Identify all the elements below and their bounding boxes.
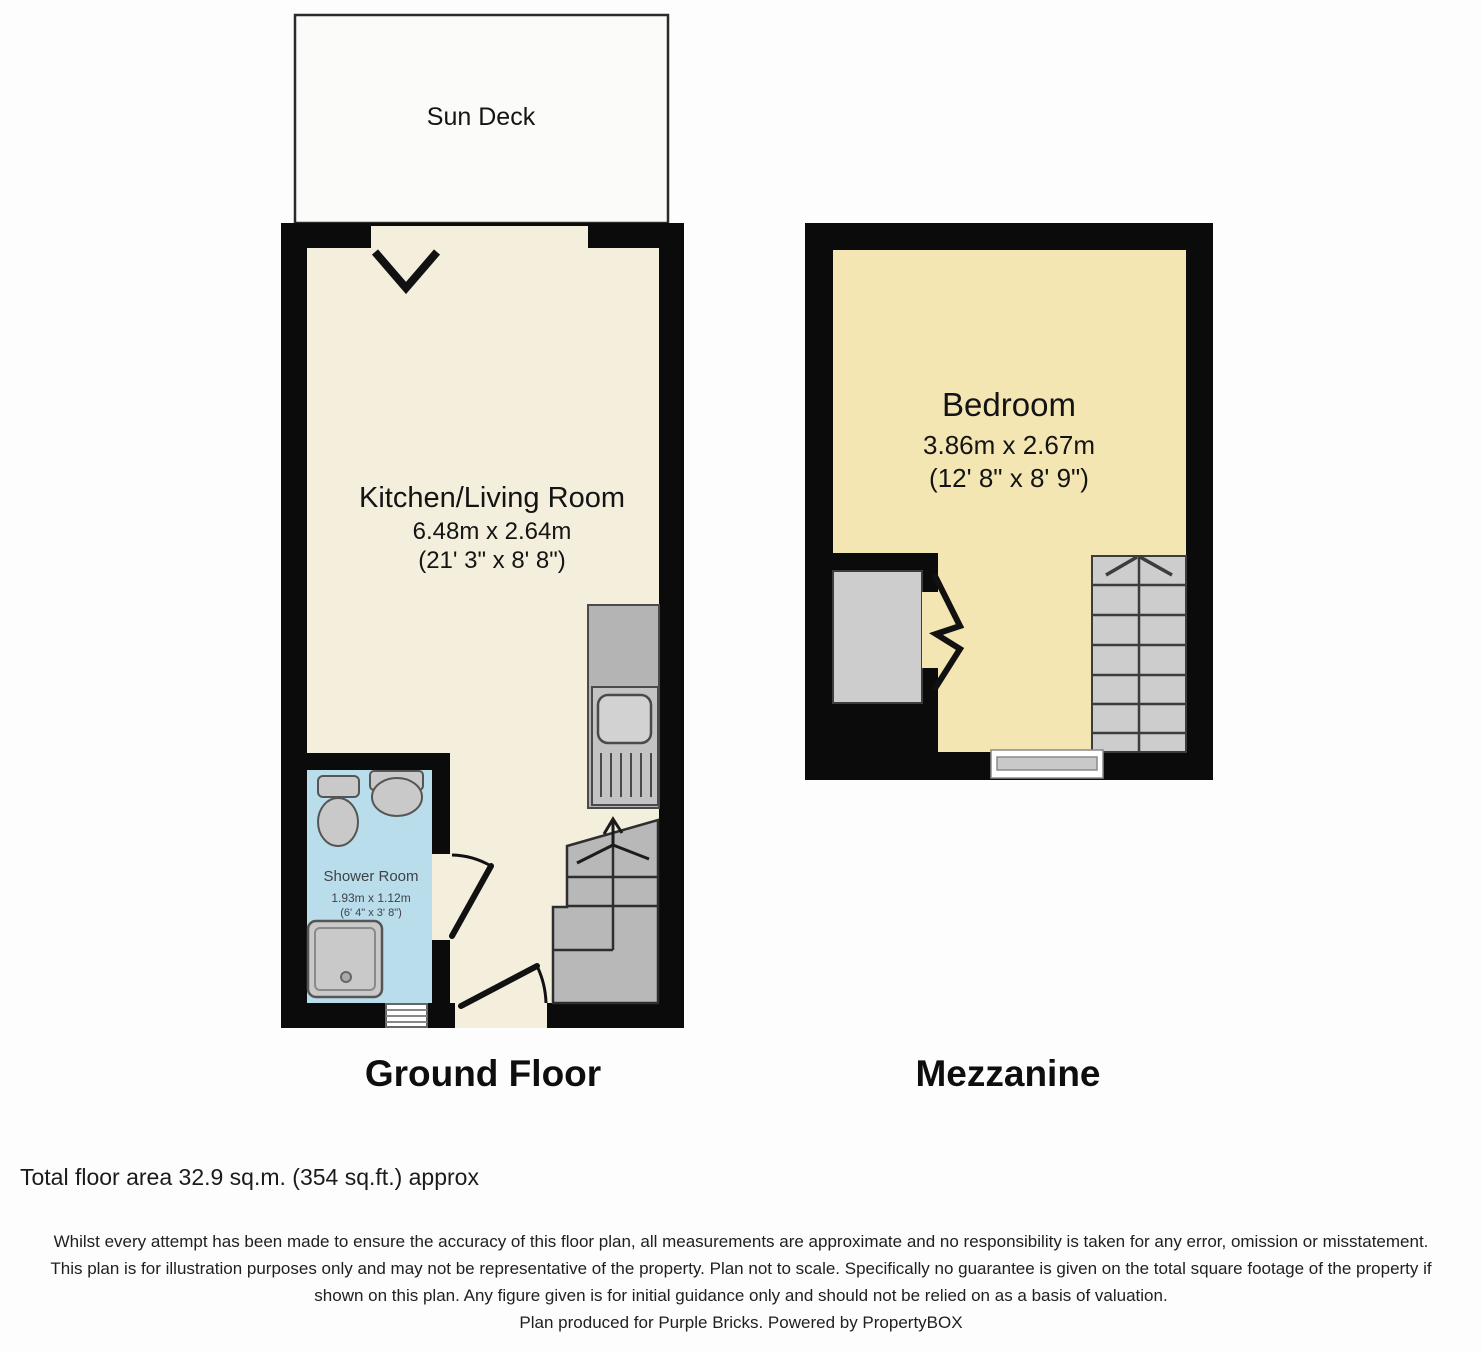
kitchen-living-room-label: Kitchen/Living Room: [359, 482, 625, 514]
mezzanine-plan: [805, 223, 1213, 780]
kitchen-dimensions-metric: 6.48m x 2.64m: [412, 518, 572, 545]
window-sill: [997, 757, 1097, 770]
bedroom-dimensions-metric: 3.86m x 2.67m: [923, 430, 1095, 460]
sun-deck-label: Sun Deck: [426, 103, 536, 131]
sun-deck-opening: [371, 226, 588, 252]
sink-basin: [598, 695, 651, 743]
entrance-opening: [455, 1003, 547, 1028]
shower-room-label: Shower Room: [323, 868, 419, 885]
shower-dimensions-imperial: (6' 4" x 3' 8"): [340, 907, 402, 919]
closet: [833, 571, 922, 703]
shower-drain: [341, 972, 351, 982]
shower-tray-icon: [308, 921, 382, 997]
shower-room-right-wall-lower: [432, 940, 450, 1003]
kitchen-dimensions-imperial: (21' 3" x 8' 8"): [418, 547, 566, 574]
disclaimer-text: Whilst every attempt has been made to ensure the accuracy of this floor plan, all measurements are approximate and no responsibility is taken for any error, omission or misstatement. This plan is for illustration purposes only and may not be representative of the property. Plan not to scale. Specifically no guarantee is given on the total square footage of the property if shown on this plan. Any figure given is for initial guidance only and should not be relied on as a basis of valuation.: [50, 1232, 1432, 1305]
bedroom-label: Bedroom: [942, 386, 1076, 423]
toilet-bowl: [318, 798, 358, 846]
shower-dimensions-metric: 1.93m x 1.12m: [331, 891, 411, 905]
closet-doorway: [922, 592, 938, 668]
bedroom-dimensions-imperial: (12' 8" x 8' 9"): [929, 463, 1089, 493]
basin-bowl: [372, 778, 422, 816]
toilet-icon: [318, 776, 359, 797]
total-floor-area: Total floor area 32.9 sq.m. (354 sq.ft.) approx: [20, 1164, 479, 1190]
shower-room-right-wall-upper: [432, 753, 450, 854]
shower-room-top-wall: [307, 753, 450, 770]
mezzanine-title: Mezzanine: [915, 1053, 1101, 1094]
credit-text: Plan produced for Purple Bricks. Powered by PropertyBOX: [519, 1313, 963, 1332]
footer-block: [0, 1228, 1482, 1336]
ground-floor-title: Ground Floor: [364, 1053, 602, 1094]
